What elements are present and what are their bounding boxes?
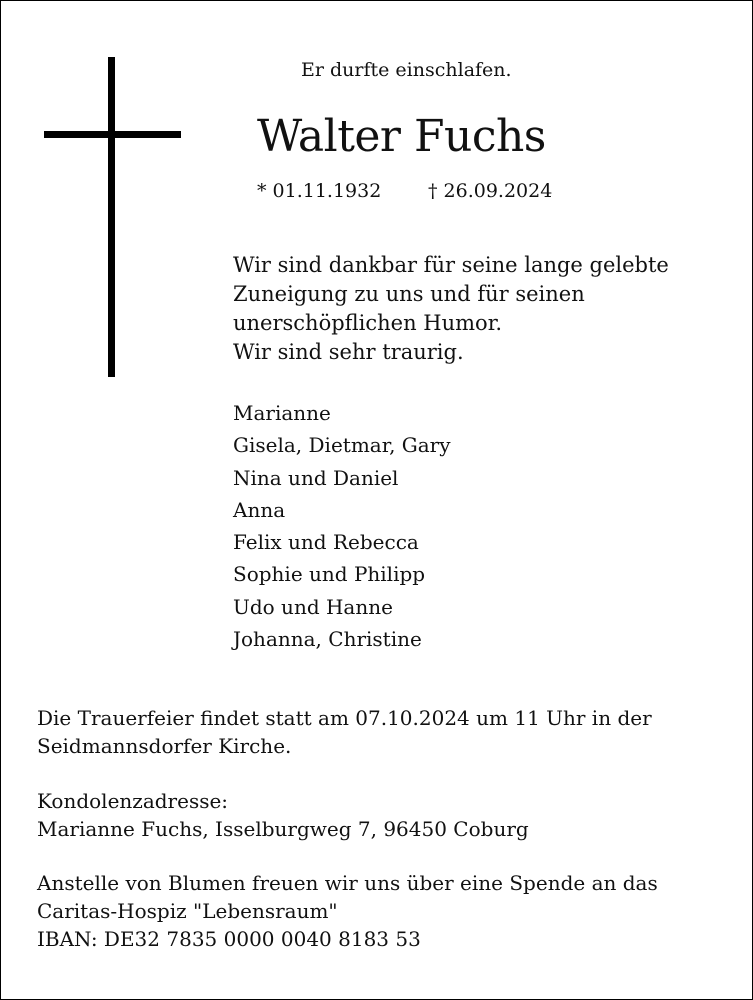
donation-line: Anstelle von Blumen freuen wir uns über eine Spende an das <box>37 871 658 895</box>
funeral-line: Die Trauerfeier findet statt am 07.10.2024 um 11 Uhr in der <box>37 706 652 730</box>
cross-horizontal-bar <box>44 131 181 138</box>
birth-date: * 01.11.1932 <box>257 180 382 202</box>
intro-text: Er durfte einschlafen. <box>301 59 512 81</box>
message-line: unerschöpflichen Humor. <box>233 311 503 335</box>
message-line: Wir sind dankbar für seine lange gelebte <box>233 253 669 277</box>
condolence-line: Marianne Fuchs, Isselburgweg 7, 96450 Coburg <box>37 817 529 841</box>
funeral-info <box>37 704 652 760</box>
iban-line: IBAN: DE32 7835 0000 0040 8183 53 <box>37 927 421 951</box>
family-member: Sophie und Philipp <box>233 562 426 587</box>
family-member: Udo und Hanne <box>233 594 393 619</box>
donation-info <box>37 869 658 953</box>
condolence-label: Kondolenzadresse: <box>37 789 229 813</box>
message-block <box>233 251 669 367</box>
cross-vertical-bar <box>108 57 115 377</box>
condolence-address <box>37 787 529 843</box>
family-member: Felix und Rebecca <box>233 530 419 555</box>
donation-line: Caritas-Hospiz "Lebensraum" <box>37 899 338 923</box>
message-line: Zuneigung zu uns und für seinen <box>233 282 585 306</box>
family-member: Gisela, Dietmar, Gary <box>233 433 451 458</box>
family-member: Johanna, Christine <box>233 627 422 652</box>
message-line: Wir sind sehr traurig. <box>233 340 464 364</box>
family-member: Anna <box>233 497 286 522</box>
funeral-line: Seidmannsdorfer Kirche. <box>37 734 292 758</box>
deceased-name: Walter Fuchs <box>257 111 546 162</box>
family-member: Nina und Daniel <box>233 465 399 490</box>
family-member: Marianne <box>233 401 331 425</box>
family-list <box>233 397 451 655</box>
death-date: † 26.09.2024 <box>428 180 553 202</box>
